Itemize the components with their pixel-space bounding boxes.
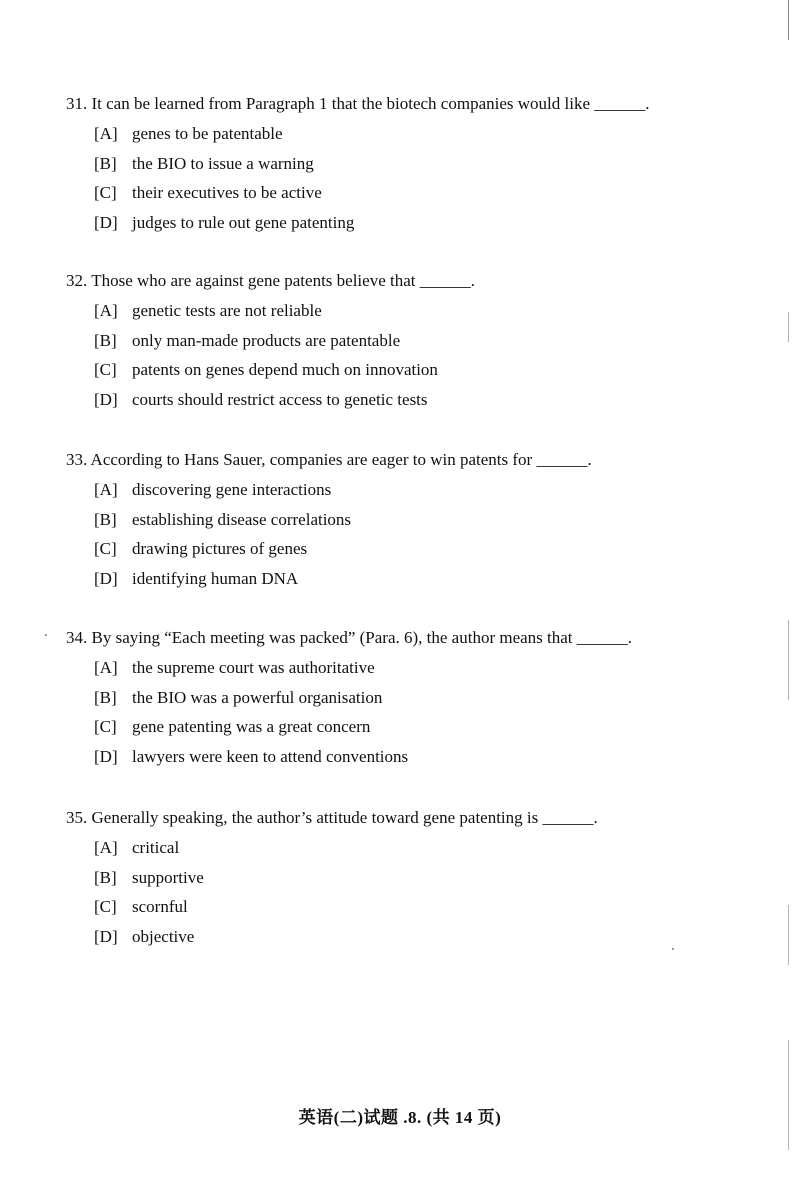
option-a (94, 293, 756, 323)
option-text: the BIO was a powerful organisation (132, 687, 383, 707)
option-letter: [C] (94, 183, 117, 203)
option-c (94, 709, 756, 739)
option-list (66, 293, 756, 412)
page-footer: 英语(二)试题 .8. (共 14 页) (298, 1108, 502, 1127)
option-letter: [A] (94, 838, 118, 857)
option-letter: [D] (94, 927, 118, 947)
option-text: the BIO to issue a warning (132, 153, 314, 173)
option-letter: [B] (94, 509, 117, 529)
option-a (94, 116, 756, 146)
option-text: supportive (132, 867, 204, 887)
option-b (94, 502, 756, 532)
option-text: the supreme court was authoritative (132, 658, 375, 677)
option-c (94, 889, 756, 919)
question-31 (66, 94, 756, 235)
option-letter: [A] (94, 124, 118, 143)
option-text: genetic tests are not reliable (132, 301, 322, 320)
option-text: only man-made products are patentable (132, 330, 401, 350)
question-stem: 35. Generally speaking, the author’s attitude toward gene patenting is ______. (66, 808, 598, 827)
option-b (94, 146, 756, 176)
option-text: discovering gene interactions (132, 480, 332, 499)
option-letter: [A] (94, 658, 118, 677)
scan-edge-line (788, 1040, 789, 1150)
option-d (94, 382, 756, 412)
option-letter: [B] (94, 687, 117, 707)
option-letter: [C] (94, 360, 117, 380)
option-list (66, 116, 756, 235)
option-text: establishing disease correlations (132, 509, 352, 529)
scan-edge-line (788, 905, 789, 965)
option-letter: [A] (94, 480, 118, 499)
scan-edge-line (788, 0, 789, 40)
option-list (66, 650, 756, 769)
option-letter: [A] (94, 301, 118, 320)
option-b (94, 323, 756, 353)
question-35 (66, 808, 756, 949)
option-text: scornful (132, 897, 188, 917)
option-c (94, 531, 756, 561)
option-letter: [C] (94, 897, 117, 917)
option-letter: [C] (94, 539, 117, 559)
option-letter: [B] (94, 867, 117, 887)
question-32 (66, 271, 756, 412)
scan-speck (45, 634, 47, 636)
option-text: courts should restrict access to genetic tests (132, 390, 428, 410)
option-b (94, 860, 756, 890)
option-text: gene patenting was a great concern (132, 717, 371, 737)
question-stem: 31. It can be learned from Paragraph 1 that the biotech companies would like ______. (66, 94, 650, 113)
option-a (94, 472, 756, 502)
option-d (94, 919, 756, 949)
option-text: identifying human DNA (132, 569, 299, 589)
option-text: patents on genes depend much on innovation (132, 360, 438, 380)
option-letter: [D] (94, 390, 118, 410)
option-text: lawyers were keen to attend conventions (132, 747, 409, 767)
option-text: critical (132, 838, 180, 857)
option-letter: [C] (94, 717, 117, 737)
option-text: judges to rule out gene patenting (132, 213, 355, 233)
option-d (94, 561, 756, 591)
question-stem: 33. According to Hans Sauer, companies are eager to win patents for ______. (66, 450, 592, 469)
option-a (94, 650, 756, 680)
option-b (94, 680, 756, 710)
option-list (66, 472, 756, 591)
question-33 (66, 450, 756, 591)
option-text: drawing pictures of genes (132, 539, 308, 559)
question-stem: 34. By saying “Each meeting was packed” (Para. 6), the author means that ______. (66, 628, 633, 647)
question-34 (66, 628, 756, 769)
scan-edge-line (788, 620, 789, 700)
option-c (94, 175, 756, 205)
option-letter: [D] (94, 213, 118, 233)
option-a (94, 830, 756, 860)
option-letter: [D] (94, 569, 118, 589)
option-list (66, 830, 756, 949)
option-d (94, 739, 756, 769)
option-text: genes to be patentable (132, 124, 283, 143)
scan-speck (672, 948, 674, 950)
option-letter: [B] (94, 153, 117, 173)
option-text: their executives to be active (132, 183, 322, 203)
option-d (94, 205, 756, 235)
question-stem: 32. Those who are against gene patents believe that ______. (66, 271, 475, 290)
option-letter: [B] (94, 330, 117, 350)
option-text: objective (132, 927, 195, 947)
scan-edge-line (788, 312, 789, 342)
option-c (94, 352, 756, 382)
option-letter: [D] (94, 747, 118, 767)
